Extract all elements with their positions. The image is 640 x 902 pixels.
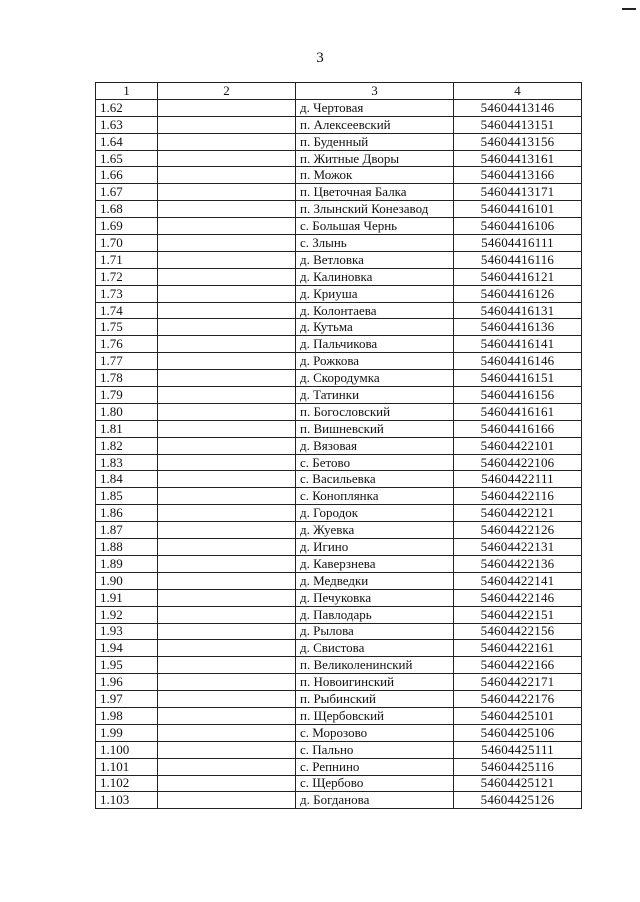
settlement-name: д. Свистова bbox=[296, 640, 454, 657]
settlement-name: с. Васильевка bbox=[296, 471, 454, 488]
row-number: 1.78 bbox=[96, 370, 158, 387]
row-number: 1.76 bbox=[96, 336, 158, 353]
settlement-name: д. Колонтаева bbox=[296, 302, 454, 319]
oktmo-code: 54604425116 bbox=[454, 758, 582, 775]
row-number: 1.86 bbox=[96, 505, 158, 522]
empty-cell bbox=[158, 116, 296, 133]
row-number: 1.73 bbox=[96, 285, 158, 302]
row-number: 1.102 bbox=[96, 775, 158, 792]
settlement-name: д. Вязовая bbox=[296, 437, 454, 454]
row-number: 1.81 bbox=[96, 420, 158, 437]
empty-cell bbox=[158, 454, 296, 471]
empty-cell bbox=[158, 640, 296, 657]
corner-mark bbox=[622, 8, 636, 10]
oktmo-code: 54604422126 bbox=[454, 522, 582, 539]
table-row bbox=[96, 572, 582, 589]
settlement-name: д. Богданова bbox=[296, 792, 454, 809]
table-row bbox=[96, 268, 582, 285]
row-number: 1.77 bbox=[96, 353, 158, 370]
oktmo-code: 54604425126 bbox=[454, 792, 582, 809]
empty-cell bbox=[158, 707, 296, 724]
settlement-name: д. Криуша bbox=[296, 285, 454, 302]
page-number: 3 bbox=[316, 50, 324, 66]
row-number: 1.95 bbox=[96, 657, 158, 674]
table-row bbox=[96, 403, 582, 420]
table-row bbox=[96, 522, 582, 539]
row-number: 1.71 bbox=[96, 251, 158, 268]
empty-cell bbox=[158, 691, 296, 708]
table-row bbox=[96, 657, 582, 674]
row-number: 1.68 bbox=[96, 201, 158, 218]
oktmo-code: 54604416151 bbox=[454, 370, 582, 387]
table-row bbox=[96, 99, 582, 116]
empty-cell bbox=[158, 589, 296, 606]
row-number: 1.67 bbox=[96, 184, 158, 201]
table-row bbox=[96, 505, 582, 522]
empty-cell bbox=[158, 218, 296, 235]
oktmo-code: 54604416106 bbox=[454, 218, 582, 235]
empty-cell bbox=[158, 623, 296, 640]
table-row bbox=[96, 471, 582, 488]
oktmo-code: 54604422161 bbox=[454, 640, 582, 657]
table-row bbox=[96, 184, 582, 201]
empty-cell bbox=[158, 184, 296, 201]
oktmo-code: 54604422121 bbox=[454, 505, 582, 522]
row-number: 1.89 bbox=[96, 555, 158, 572]
oktmo-code: 54604422116 bbox=[454, 488, 582, 505]
row-number: 1.97 bbox=[96, 691, 158, 708]
settlement-name: с. Злынь bbox=[296, 235, 454, 252]
table-row bbox=[96, 606, 582, 623]
oktmo-code: 54604416101 bbox=[454, 201, 582, 218]
oktmo-code: 54604422171 bbox=[454, 674, 582, 691]
settlement-name: с. Коноплянка bbox=[296, 488, 454, 505]
oktmo-code: 54604422176 bbox=[454, 691, 582, 708]
settlement-name: д. Рожкова bbox=[296, 353, 454, 370]
row-number: 1.87 bbox=[96, 522, 158, 539]
row-number: 1.72 bbox=[96, 268, 158, 285]
empty-cell bbox=[158, 572, 296, 589]
row-number: 1.98 bbox=[96, 707, 158, 724]
empty-cell bbox=[158, 133, 296, 150]
header-col-3: 3 bbox=[296, 83, 454, 100]
table-row bbox=[96, 201, 582, 218]
row-number: 1.93 bbox=[96, 623, 158, 640]
oktmo-code: 54604416131 bbox=[454, 302, 582, 319]
empty-cell bbox=[158, 758, 296, 775]
empty-cell bbox=[158, 319, 296, 336]
oktmo-code: 54604416121 bbox=[454, 268, 582, 285]
settlement-name: с. Морозово bbox=[296, 724, 454, 741]
settlement-name: д. Татинки bbox=[296, 387, 454, 404]
row-number: 1.75 bbox=[96, 319, 158, 336]
oktmo-code: 54604413151 bbox=[454, 116, 582, 133]
row-number: 1.84 bbox=[96, 471, 158, 488]
empty-cell bbox=[158, 201, 296, 218]
row-number: 1.88 bbox=[96, 539, 158, 556]
table-row bbox=[96, 420, 582, 437]
empty-cell bbox=[158, 792, 296, 809]
empty-cell bbox=[158, 775, 296, 792]
oktmo-code: 54604413146 bbox=[454, 99, 582, 116]
settlement-name: с. Пально bbox=[296, 741, 454, 758]
settlement-name: д. Жуевка bbox=[296, 522, 454, 539]
oktmo-code: 54604416111 bbox=[454, 235, 582, 252]
table-row bbox=[96, 555, 582, 572]
row-number: 1.85 bbox=[96, 488, 158, 505]
row-number: 1.90 bbox=[96, 572, 158, 589]
table-row bbox=[96, 387, 582, 404]
empty-cell bbox=[158, 420, 296, 437]
oktmo-code: 54604422166 bbox=[454, 657, 582, 674]
table-row bbox=[96, 707, 582, 724]
empty-cell bbox=[158, 437, 296, 454]
empty-cell bbox=[158, 167, 296, 184]
table-row bbox=[96, 437, 582, 454]
empty-cell bbox=[158, 370, 296, 387]
settlement-name: д. Скородумка bbox=[296, 370, 454, 387]
oktmo-code: 54604425106 bbox=[454, 724, 582, 741]
header-col-4: 4 bbox=[454, 83, 582, 100]
settlement-name: д. Чертовая bbox=[296, 99, 454, 116]
oktmo-code: 54604413171 bbox=[454, 184, 582, 201]
header-col-2: 2 bbox=[158, 83, 296, 100]
settlement-name: п. Щербовский bbox=[296, 707, 454, 724]
empty-cell bbox=[158, 268, 296, 285]
settlement-name: с. Щербово bbox=[296, 775, 454, 792]
oktmo-code: 54604425101 bbox=[454, 707, 582, 724]
empty-cell bbox=[158, 674, 296, 691]
oktmo-code: 54604416156 bbox=[454, 387, 582, 404]
oktmo-code: 54604422101 bbox=[454, 437, 582, 454]
settlement-name: п. Злынский Конезавод bbox=[296, 201, 454, 218]
oktmo-code: 54604416166 bbox=[454, 420, 582, 437]
table-row bbox=[96, 691, 582, 708]
table-row bbox=[96, 758, 582, 775]
settlement-name: д. Павлодарь bbox=[296, 606, 454, 623]
oktmo-code: 54604425111 bbox=[454, 741, 582, 758]
table-row bbox=[96, 150, 582, 167]
settlement-name: п. Житные Дворы bbox=[296, 150, 454, 167]
row-number: 1.79 bbox=[96, 387, 158, 404]
empty-cell bbox=[158, 555, 296, 572]
row-number: 1.70 bbox=[96, 235, 158, 252]
settlement-name: п. Вишневский bbox=[296, 420, 454, 437]
oktmo-code: 54604413161 bbox=[454, 150, 582, 167]
settlement-name: п. Алексеевский bbox=[296, 116, 454, 133]
oktmo-code: 54604413156 bbox=[454, 133, 582, 150]
settlement-name: д. Рылова bbox=[296, 623, 454, 640]
empty-cell bbox=[158, 99, 296, 116]
row-number: 1.69 bbox=[96, 218, 158, 235]
oktmo-code: 54604422146 bbox=[454, 589, 582, 606]
row-number: 1.91 bbox=[96, 589, 158, 606]
table-row bbox=[96, 674, 582, 691]
settlement-name: д. Городок bbox=[296, 505, 454, 522]
empty-cell bbox=[158, 353, 296, 370]
settlement-name: д. Печуковка bbox=[296, 589, 454, 606]
table-row bbox=[96, 251, 582, 268]
table-row bbox=[96, 539, 582, 556]
row-number: 1.101 bbox=[96, 758, 158, 775]
settlement-name: с. Большая Чернь bbox=[296, 218, 454, 235]
settlement-name: п. Богословский bbox=[296, 403, 454, 420]
settlement-name: п. Великоленинский bbox=[296, 657, 454, 674]
row-number: 1.62 bbox=[96, 99, 158, 116]
row-number: 1.63 bbox=[96, 116, 158, 133]
table-row bbox=[96, 724, 582, 741]
settlement-name: д. Игино bbox=[296, 539, 454, 556]
empty-cell bbox=[158, 336, 296, 353]
table-row bbox=[96, 167, 582, 184]
table-row bbox=[96, 336, 582, 353]
table-header bbox=[96, 83, 582, 100]
row-number: 1.94 bbox=[96, 640, 158, 657]
empty-cell bbox=[158, 403, 296, 420]
oktmo-code: 54604422111 bbox=[454, 471, 582, 488]
empty-cell bbox=[158, 285, 296, 302]
row-number: 1.80 bbox=[96, 403, 158, 420]
empty-cell bbox=[158, 471, 296, 488]
oktmo-code: 54604416126 bbox=[454, 285, 582, 302]
settlement-name: п. Рыбинский bbox=[296, 691, 454, 708]
oktmo-code: 54604422156 bbox=[454, 623, 582, 640]
settlements-table bbox=[95, 82, 582, 809]
empty-cell bbox=[158, 488, 296, 505]
empty-cell bbox=[158, 606, 296, 623]
table-row bbox=[96, 488, 582, 505]
row-number: 1.82 bbox=[96, 437, 158, 454]
table-row bbox=[96, 623, 582, 640]
oktmo-code: 54604425121 bbox=[454, 775, 582, 792]
empty-cell bbox=[158, 387, 296, 404]
settlement-name: д. Калиновка bbox=[296, 268, 454, 285]
empty-cell bbox=[158, 657, 296, 674]
oktmo-code: 54604422141 bbox=[454, 572, 582, 589]
oktmo-code: 54604416161 bbox=[454, 403, 582, 420]
settlement-name: д. Ветловка bbox=[296, 251, 454, 268]
oktmo-code: 54604416146 bbox=[454, 353, 582, 370]
settlement-name: с. Репнино bbox=[296, 758, 454, 775]
table-row bbox=[96, 319, 582, 336]
oktmo-code: 54604422131 bbox=[454, 539, 582, 556]
row-number: 1.83 bbox=[96, 454, 158, 471]
row-number: 1.96 bbox=[96, 674, 158, 691]
table-row bbox=[96, 133, 582, 150]
empty-cell bbox=[158, 302, 296, 319]
oktmo-code: 54604422151 bbox=[454, 606, 582, 623]
table-row bbox=[96, 589, 582, 606]
header-row bbox=[96, 83, 582, 100]
empty-cell bbox=[158, 539, 296, 556]
row-number: 1.100 bbox=[96, 741, 158, 758]
header-col-1: 1 bbox=[96, 83, 158, 100]
settlement-name: п. Буденный bbox=[296, 133, 454, 150]
oktmo-code: 54604422106 bbox=[454, 454, 582, 471]
empty-cell bbox=[158, 251, 296, 268]
settlement-name: д. Пальчикова bbox=[296, 336, 454, 353]
table-row bbox=[96, 775, 582, 792]
oktmo-code: 54604416141 bbox=[454, 336, 582, 353]
table-row bbox=[96, 640, 582, 657]
oktmo-code: 54604422136 bbox=[454, 555, 582, 572]
table-row bbox=[96, 353, 582, 370]
table-row bbox=[96, 235, 582, 252]
table-row bbox=[96, 741, 582, 758]
table-row bbox=[96, 218, 582, 235]
empty-cell bbox=[158, 724, 296, 741]
row-number: 1.66 bbox=[96, 167, 158, 184]
empty-cell bbox=[158, 150, 296, 167]
row-number: 1.103 bbox=[96, 792, 158, 809]
table-row bbox=[96, 302, 582, 319]
settlement-name: п. Можок bbox=[296, 167, 454, 184]
empty-cell bbox=[158, 522, 296, 539]
table-row bbox=[96, 116, 582, 133]
settlement-name: п. Цветочная Балка bbox=[296, 184, 454, 201]
settlement-name: д. Кутьма bbox=[296, 319, 454, 336]
table-row bbox=[96, 454, 582, 471]
oktmo-code: 54604413166 bbox=[454, 167, 582, 184]
empty-cell bbox=[158, 505, 296, 522]
row-number: 1.74 bbox=[96, 302, 158, 319]
settlement-name: п. Новоигинский bbox=[296, 674, 454, 691]
settlement-name: д. Медведки bbox=[296, 572, 454, 589]
row-number: 1.65 bbox=[96, 150, 158, 167]
table-body bbox=[96, 99, 582, 808]
empty-cell bbox=[158, 741, 296, 758]
table-row bbox=[96, 792, 582, 809]
row-number: 1.92 bbox=[96, 606, 158, 623]
row-number: 1.64 bbox=[96, 133, 158, 150]
settlement-name: д. Каверзнева bbox=[296, 555, 454, 572]
oktmo-code: 54604416116 bbox=[454, 251, 582, 268]
row-number: 1.99 bbox=[96, 724, 158, 741]
settlement-name: с. Бетово bbox=[296, 454, 454, 471]
oktmo-code: 54604416136 bbox=[454, 319, 582, 336]
table-row bbox=[96, 285, 582, 302]
table-row bbox=[96, 370, 582, 387]
empty-cell bbox=[158, 235, 296, 252]
